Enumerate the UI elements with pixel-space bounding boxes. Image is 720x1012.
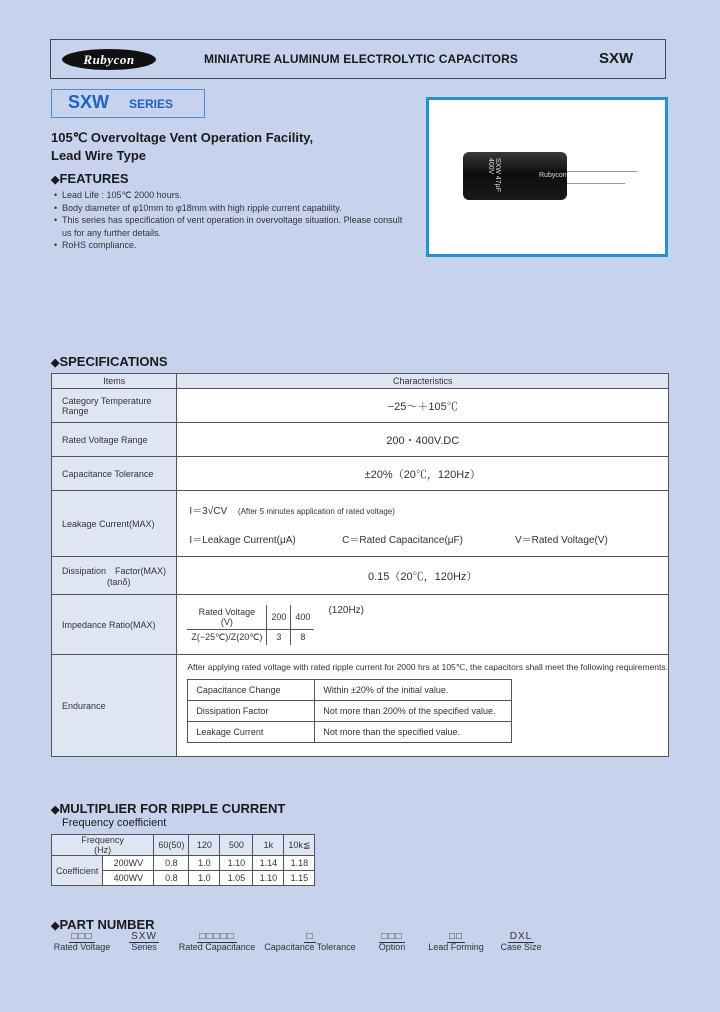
header-series-code: SXW bbox=[599, 50, 634, 67]
frequency-header: Frequency (Hz) bbox=[52, 835, 154, 856]
spec-item-label: Leakage Current(MAX) bbox=[52, 491, 177, 557]
diamond-icon: ◆ bbox=[51, 174, 60, 186]
spec-item-label: Capacitance Tolerance bbox=[52, 457, 177, 491]
endurance-description: After applying rated voltage with rated ripple current for 2000 hrs at 105℃, the capacitors shall meet the following requirements. bbox=[187, 662, 668, 672]
spec-value: 200・400V.DC bbox=[177, 423, 669, 457]
series-name: SXW bbox=[68, 92, 110, 112]
impedance-mini-table: Rated Voltage (V) 200 400 Z(−25℃)/Z(20℃) 3 8 bbox=[187, 605, 314, 645]
leakage-formula-line bbox=[177, 502, 668, 517]
bullet-icon: • bbox=[54, 202, 58, 213]
diamond-icon: ◆ bbox=[51, 920, 60, 932]
voltage-label: 200WV bbox=[103, 856, 154, 871]
capacitor-lead bbox=[567, 183, 625, 184]
spec-item-label: Dissipation Factor(MAX) (tanδ) bbox=[52, 557, 177, 595]
table-row bbox=[52, 595, 669, 655]
feature-item: • Lead Life : 105℃ 2000 hours. bbox=[54, 190, 182, 200]
table-row bbox=[52, 491, 669, 557]
table-row: Leakage Current Not more than the specified value. bbox=[188, 722, 512, 743]
table-row: Coefficient 200WV 0.8 1.0 1.10 1.14 1.18 bbox=[52, 856, 315, 871]
table-header-row bbox=[52, 374, 669, 389]
part-number-rated-voltage: □□□ Rated Voltage bbox=[53, 931, 111, 952]
leakage-def-i: I＝Leakage Current(μA) bbox=[189, 534, 296, 546]
feature-item: • This series has specification of vent operation in overvoltage situation. Please consult bbox=[54, 215, 403, 225]
frequency-cell: 500 bbox=[220, 835, 253, 856]
rubycon-logo: Rubycon bbox=[62, 49, 156, 70]
header-title: MINIATURE ALUMINUM ELECTROLYTIC CAPACITORS bbox=[204, 52, 518, 66]
part-number-option: □□□ Option bbox=[378, 931, 406, 952]
col-items-header: Items bbox=[52, 374, 177, 389]
endurance-inner-table bbox=[187, 679, 512, 743]
table-row bbox=[52, 457, 669, 491]
table-row: 400WV 0.8 1.0 1.05 1.10 1.15 bbox=[52, 871, 315, 886]
frequency-cell: 1k bbox=[253, 835, 284, 856]
table-row bbox=[52, 423, 669, 457]
spec-value: −25～＋105℃ bbox=[177, 389, 669, 423]
feature-item: • Body diameter of φ10mm to φ18mm with high ripple current capability. bbox=[54, 202, 342, 213]
leakage-def-c: C＝Rated Capacitance(μF) bbox=[342, 534, 463, 546]
leakage-definitions bbox=[177, 531, 668, 546]
frequency-cell: 10k≦ bbox=[284, 835, 315, 856]
capacitor-body bbox=[463, 152, 567, 200]
coefficient-label: Coefficient bbox=[52, 856, 103, 886]
feature-item: us for any further details. bbox=[62, 227, 162, 238]
part-number-capacitance-tolerance: □ Capacitance Tolerance bbox=[264, 931, 356, 952]
bullet-icon: • bbox=[54, 215, 58, 225]
capacitor-marking: SXW 47µF 400V bbox=[487, 158, 501, 192]
features-list bbox=[54, 189, 402, 252]
frequency-cell: 60(50) bbox=[154, 835, 189, 856]
leakage-value-cell bbox=[177, 491, 669, 557]
table-row: Capacitance Change Within ±20% of the initial value. bbox=[188, 680, 512, 701]
capacitor-lead bbox=[567, 171, 637, 172]
specifications-heading: ◆SPECIFICATIONS bbox=[51, 354, 168, 369]
spec-value: ±20%（20℃，120Hz） bbox=[177, 457, 669, 491]
diamond-icon: ◆ bbox=[51, 804, 60, 816]
series-suffix: SERIES bbox=[129, 97, 174, 111]
ripple-table bbox=[51, 834, 315, 886]
spec-item-label: Endurance bbox=[52, 655, 177, 757]
leakage-def-v: V＝Rated Voltage(V) bbox=[514, 534, 608, 546]
frequency-cell: 120 bbox=[189, 835, 220, 856]
part-number-lead-forming: □□ Lead Forming bbox=[428, 931, 484, 952]
part-number-series: SXW Series bbox=[131, 931, 157, 952]
diamond-icon: ◆ bbox=[51, 357, 60, 369]
impedance-frequency: (120Hz) bbox=[328, 604, 365, 616]
leakage-formula: I＝3√CV bbox=[189, 505, 228, 517]
part-number-heading: ◆PART NUMBER bbox=[51, 917, 155, 932]
spec-item-label: Impedance Ratio(MAX) bbox=[52, 595, 177, 655]
ripple-heading: ◆MULTIPLIER FOR RIPPLE CURRENT bbox=[51, 801, 286, 816]
spec-value: 0.15（20℃，120Hz） bbox=[177, 557, 669, 595]
subtitle-line-2: Lead Wire Type bbox=[51, 148, 146, 163]
impedance-value-cell bbox=[177, 595, 669, 655]
table-row bbox=[52, 835, 315, 856]
bullet-icon: • bbox=[54, 190, 58, 200]
table-row bbox=[52, 557, 669, 595]
spec-item-label: Rated Voltage Range bbox=[52, 423, 177, 457]
spec-item-label: Category Temperature Range bbox=[52, 389, 177, 423]
table-row: Dissipation Factor Not more than 200% of the specified value. bbox=[188, 701, 512, 722]
product-subtitle bbox=[51, 129, 313, 165]
ripple-subheading: Frequency coefficient bbox=[62, 817, 167, 829]
bullet-icon: • bbox=[54, 240, 58, 250]
table-row bbox=[52, 655, 669, 757]
voltage-label: 400WV bbox=[103, 871, 154, 886]
specifications-table bbox=[51, 373, 669, 757]
capacitor-brand: Rubycon bbox=[539, 172, 567, 179]
part-number-rated-capacitance: □□□□□ Rated Capacitance bbox=[178, 931, 256, 952]
subtitle-line-1: 105℃ Overvoltage Vent Operation Facility, bbox=[51, 130, 314, 145]
endurance-value-cell bbox=[177, 655, 669, 757]
features-heading: ◆FEATURES bbox=[51, 171, 129, 186]
col-characteristics-header: Characteristics bbox=[177, 374, 669, 389]
part-number-case-size: DXL Case Size bbox=[500, 931, 542, 952]
feature-item: • RoHS compliance. bbox=[54, 240, 137, 250]
leakage-note: (After 5 minutes application of rated voltage) bbox=[237, 506, 395, 516]
table-row bbox=[52, 389, 669, 423]
